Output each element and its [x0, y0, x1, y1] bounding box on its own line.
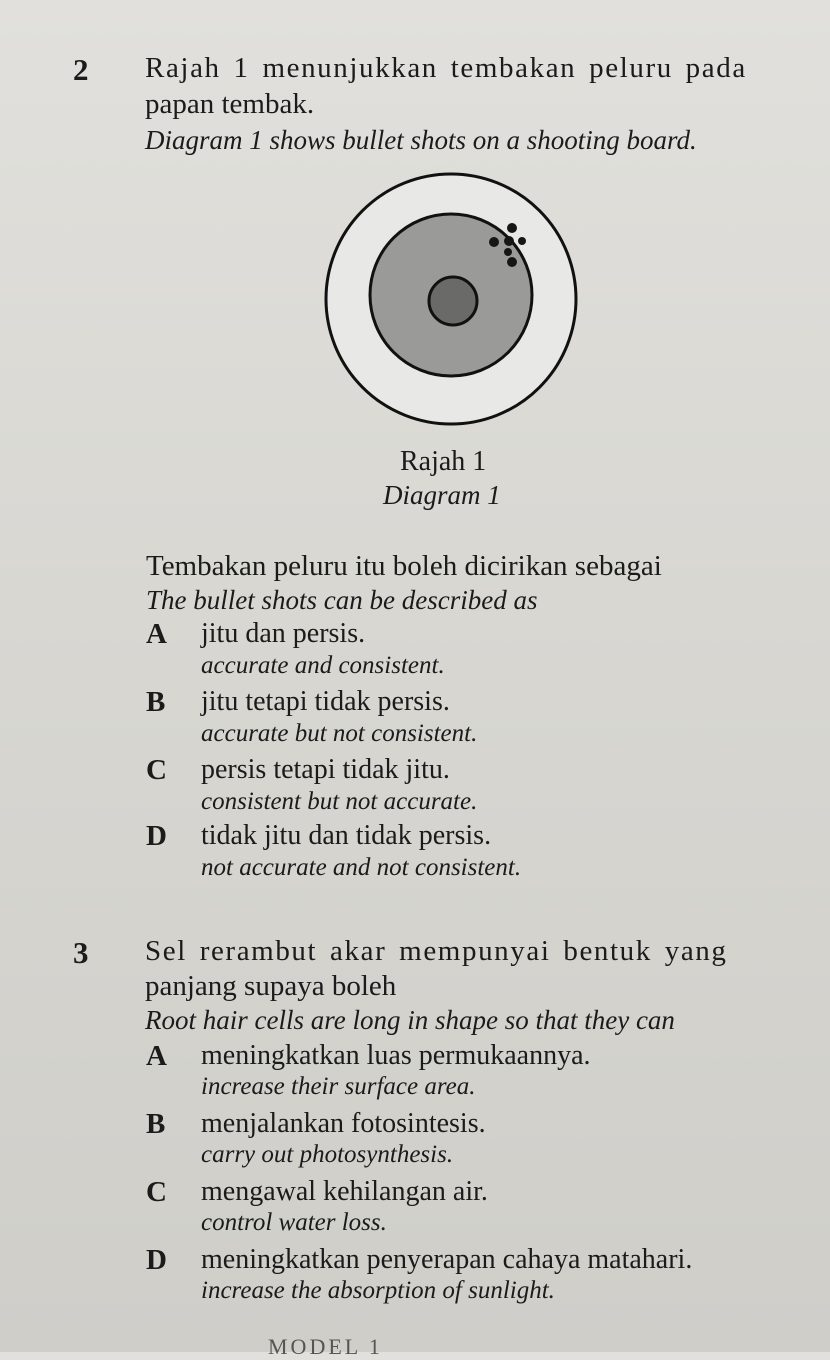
option-letter: C	[146, 754, 167, 786]
option-letter: B	[146, 1108, 166, 1140]
option-letter: D	[146, 820, 167, 852]
option-letter: D	[146, 1244, 167, 1276]
option-text-ms: menjalankan fotosintesis.	[201, 1108, 486, 1139]
option-text-ms: meningkatkan luas permukaannya.	[201, 1040, 591, 1071]
option-text-en: consistent but not accurate.	[201, 788, 478, 815]
option-text-ms: meningkatkan penyerapan cahaya matahari.	[201, 1244, 693, 1275]
option-text-en: control water loss.	[201, 1209, 387, 1236]
bullet-shot	[507, 223, 517, 233]
question-prompt-en: The bullet shots can be described as	[146, 585, 538, 615]
option-text-en: increase the absorption of sunlight.	[201, 1277, 555, 1304]
option-text-en: accurate but not consistent.	[201, 720, 478, 747]
option-text-en: not accurate and not consistent.	[201, 854, 522, 881]
question-number: 2	[73, 52, 89, 87]
option-text-en: carry out photosynthesis.	[201, 1141, 454, 1168]
option-letter: A	[146, 1040, 167, 1072]
option-text-ms: tidak jitu dan tidak persis.	[201, 820, 492, 851]
question-number: 3	[73, 935, 89, 970]
option-text-ms: jitu tetapi tidak persis.	[201, 686, 450, 717]
question-stem-ms-cont: panjang supaya boleh	[145, 970, 397, 1002]
diagram-caption-ms: Rajah 1	[400, 446, 487, 477]
option-text-en: increase their surface area.	[201, 1073, 476, 1100]
option-text-ms: jitu dan persis.	[201, 618, 366, 649]
question-stem-ms-cont: papan tembak.	[145, 88, 315, 120]
diagram-caption-en: Diagram 1	[383, 480, 501, 510]
shooting-board-diagram	[322, 172, 580, 430]
footer-fragment: MODEL 1	[268, 1334, 383, 1359]
bullet-shot	[504, 236, 514, 246]
bullet-shot	[518, 237, 526, 245]
option-text-en: accurate and consistent.	[201, 652, 445, 679]
bullet-shot	[507, 257, 517, 267]
bullet-shot	[504, 248, 512, 256]
bullet-shot	[489, 237, 499, 247]
option-letter: A	[146, 618, 167, 650]
option-letter: B	[146, 686, 166, 718]
option-text-ms: mengawal kehilangan air.	[201, 1176, 488, 1207]
question-stem-en: Diagram 1 shows bullet shots on a shooting board.	[145, 125, 697, 155]
question-stem-en: Root hair cells are long in shape so that they can	[145, 1005, 675, 1035]
question-stem-ms: Rajah 1 menunjukkan tembakan peluru pada	[145, 52, 747, 84]
option-text-ms: persis tetapi tidak jitu.	[201, 754, 450, 785]
option-letter: C	[146, 1176, 167, 1208]
target-bullseye	[429, 277, 477, 325]
question-stem-ms: Sel rerambut akar mempunyai bentuk yang	[145, 935, 728, 967]
question-prompt-ms: Tembakan peluru itu boleh dicirikan sebagai	[146, 550, 662, 582]
